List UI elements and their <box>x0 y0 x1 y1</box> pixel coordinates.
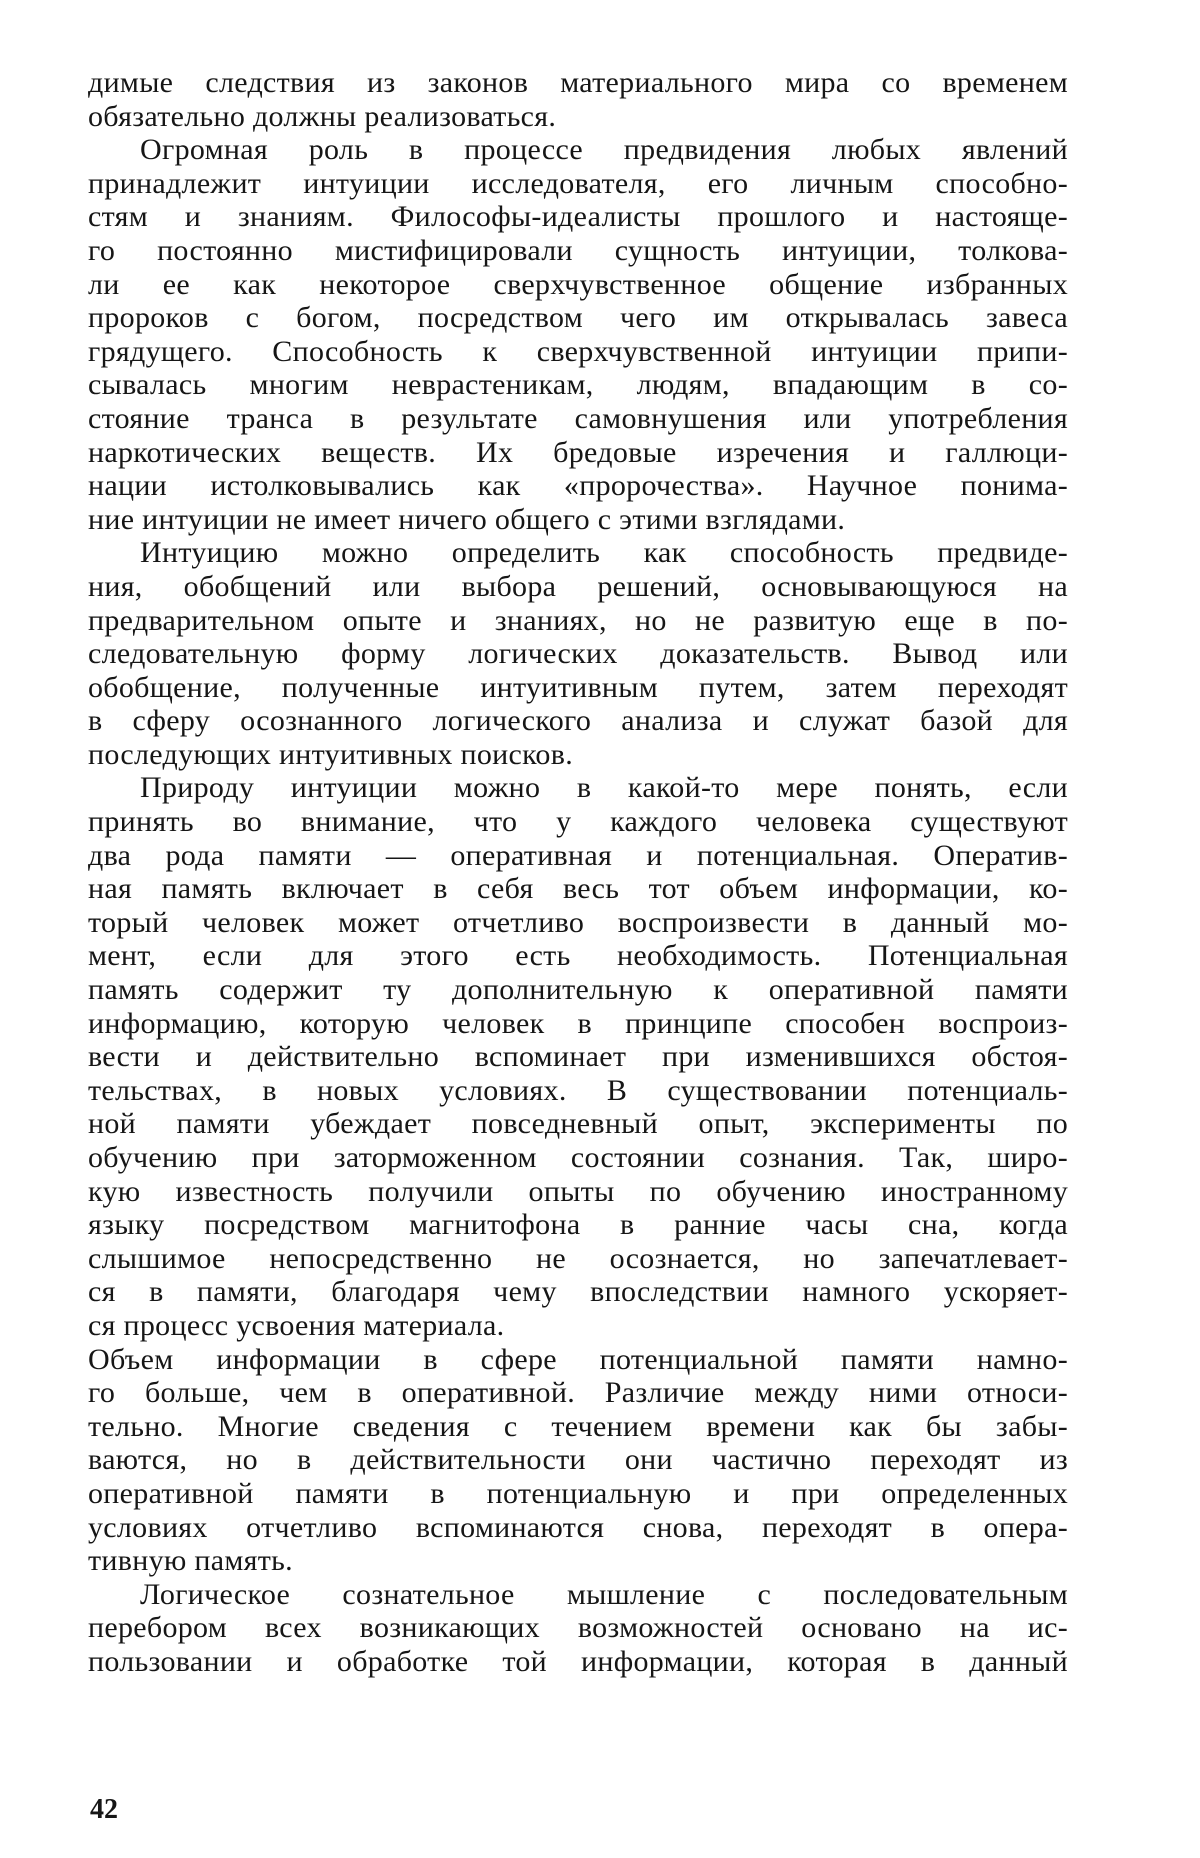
text-line: нации истолковывались как «пророчества». Научное понима- <box>88 469 1068 503</box>
text-line: информацию, которую человек в принципе способен воспроиз- <box>88 1006 1068 1040</box>
text-line: ние интуиции не имеет ничего общего с этими взглядами. <box>88 502 846 536</box>
text-line: последующих интуитивных поисков. <box>88 737 573 771</box>
text-line: ной памяти убеждает повседневный опыт, эксперименты по <box>88 1107 1068 1141</box>
paragraph-first-line: Логическое сознательное мышление с последовательным <box>140 1577 1068 1611</box>
paragraph-first-line: Природу интуиции можно в какой-то мере понять, если <box>140 771 1068 805</box>
text-line: вести и действительно вспоминает при изменившихся обстоя- <box>88 1040 1068 1074</box>
text-line: предварительном опыте и знаниях, но не развитую еще в по- <box>88 603 1068 637</box>
text-line: обобщение, полученные интуитивным путем, затем переходят <box>88 670 1068 704</box>
text-line: ся процесс усвоения материала. <box>88 1308 505 1342</box>
text-line: ли ее как некоторое сверхчувственное общение избранных <box>88 267 1068 301</box>
text-line: ваются, но в действительности они частично переходят из <box>88 1443 1068 1477</box>
text-line: стям и знаниям. Философы-идеалисты прошлого и настояще- <box>88 200 1068 234</box>
text-line: оперативной памяти в потенциальную и при определенных <box>88 1476 1068 1510</box>
paragraph-first-line: Огромная роль в процессе предвидения любых явлений <box>140 133 1068 167</box>
text-line: два рода памяти — оперативная и потенциальная. Оператив- <box>88 838 1068 872</box>
text-line: языку посредством магнитофона в ранние часы сна, когда <box>88 1208 1068 1242</box>
text-line: стояние транса в результате самовнушения или употребления <box>88 401 1068 435</box>
text-line: пророков с богом, посредством чего им открывалась завеса <box>88 301 1068 335</box>
text-line: грядущего. Способность к сверхчувственной интуиции припи- <box>88 334 1068 368</box>
text-line: обучению при заторможенном состоянии сознания. Так, широ- <box>88 1141 1068 1174</box>
text-line: торый человек может отчетливо воспроизвести в данный мо- <box>88 905 1068 939</box>
text-line: слышимое непосредственно не осознается, но запечатлевает- <box>88 1241 1068 1275</box>
text-line: перебором всех возникающих возможностей основано на ис- <box>88 1611 1068 1645</box>
text-line: обязательно должны реализоваться. <box>88 99 557 133</box>
text-line: тельно. Многие сведения с течением времени как бы забы- <box>88 1409 1068 1443</box>
text-line: го больше, чем в оперативной. Различие между ними относи- <box>88 1376 1068 1410</box>
page-number: 42 <box>90 1794 118 1825</box>
text-line: ния, обобщений или выбора решений, основывающуюся на <box>88 569 1068 603</box>
text-line: следовательную форму логических доказательств. Вывод или <box>88 637 1068 671</box>
text-line: в сферу осознанного логического анализа и служат базой для <box>88 704 1068 738</box>
text-line: принять во внимание, что у каждого человека существуют <box>88 805 1068 839</box>
text-line: сывалась многим неврастеникам, людям, впадающим в со- <box>88 368 1068 402</box>
text-line: ная память включает в себя весь тот объем информации, ко- <box>88 872 1068 906</box>
text-line: тельствах, в новых условиях. В существовании потенциаль- <box>88 1073 1068 1107</box>
text-line: го постоянно мистифицировали сущность интуиции, толкова- <box>88 233 1068 267</box>
text-line: пользовании и обработке той информации, которая в данный <box>88 1644 1068 1678</box>
text-line: димые следствия из законов материального мира со временем <box>88 66 1068 99</box>
text-line: кую известность получили опыты по обучению иностранному <box>88 1174 1068 1208</box>
text-line: условиях отчетливо вспоминаются снова, переходят в опера- <box>88 1510 1068 1544</box>
paragraph-first-line: Объем информации в сфере потенциальной памяти намно- <box>88 1342 1068 1376</box>
text-line: тивную память. <box>88 1544 293 1578</box>
body-text <box>88 66 1068 1679</box>
text-line: наркотических веществ. Их бредовые изречения и галлюци- <box>88 435 1068 469</box>
paragraph-first-line: Интуицию можно определить как способность предвиде- <box>140 536 1068 570</box>
text-line: мент, если для этого есть необходимость. Потенциальная <box>88 939 1068 973</box>
text-line: память содержит ту дополнительную к оперативной памяти <box>88 973 1068 1007</box>
text-line: принадлежит интуиции исследователя, его личным способно- <box>88 166 1068 200</box>
text-line: ся в памяти, благодаря чему впоследствии намного ускоряет- <box>88 1275 1068 1309</box>
